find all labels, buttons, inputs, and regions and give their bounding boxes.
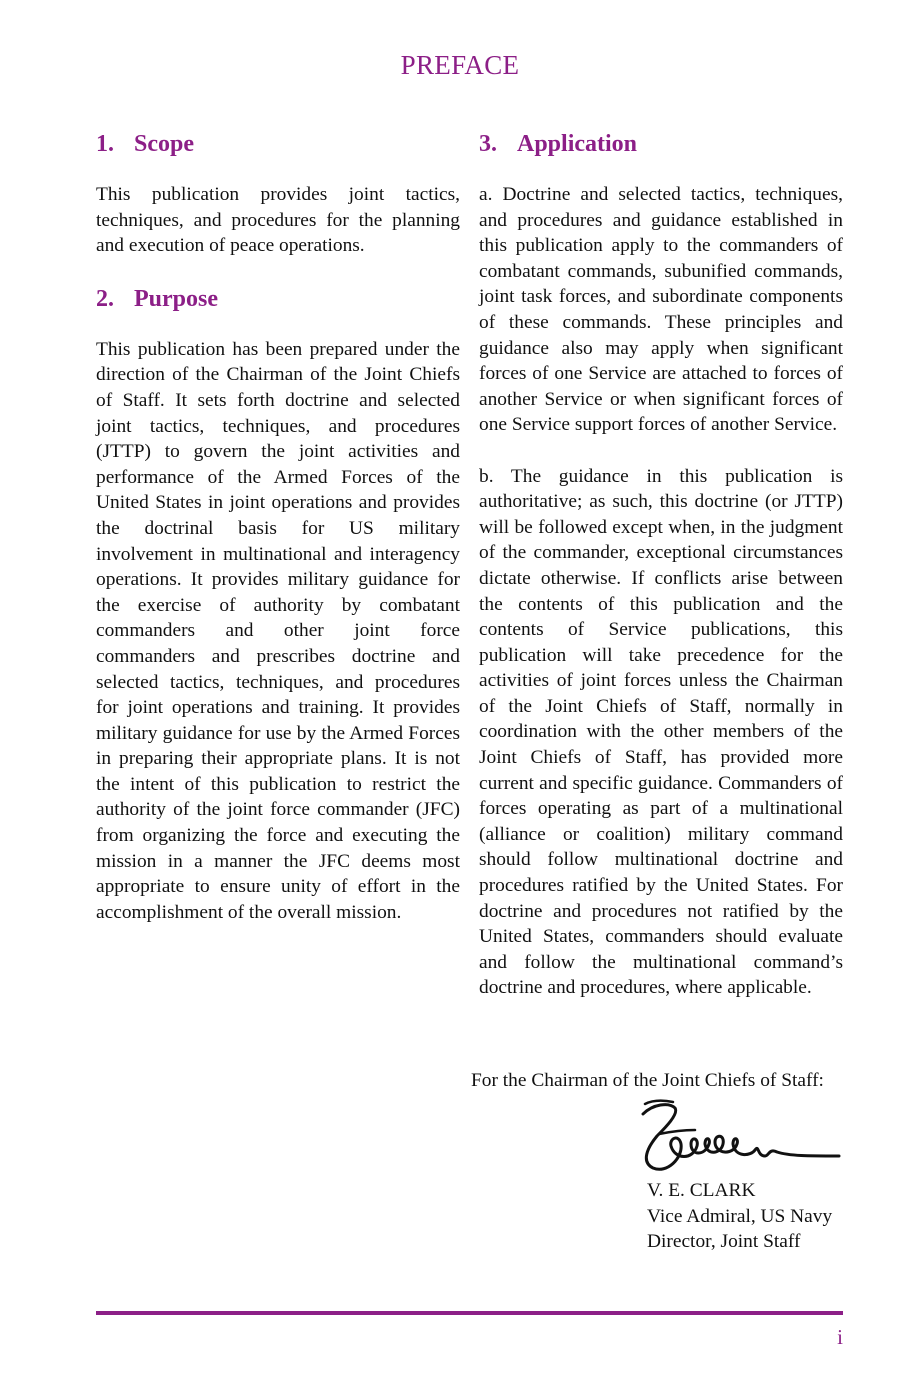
handwritten-signature [639, 1098, 844, 1178]
signature-block [471, 1068, 851, 1253]
left-column [96, 128, 460, 925]
footer-rule [96, 1311, 843, 1315]
purpose-text: This publication has been prepared under the direction of the Chairman of the Joint Chiefs of Staff. It sets forth doctrine and selected joint tactics, techniques, and procedures (JTTP) to govern the joint activities and performance of the Armed Forces of the United States in joint operations and provides the doctrinal basis for US military involvement in multinational and interagency operations. It provides military guidance for the exercise of authority by combatant commanders and other joint force commanders and prescribes doctrine and selected tactics, techniques, and procedures for joint operations and training. It provides military guidance for use by the Armed Forces in preparing their appropriate plans. It is not the intent of this publication to restrict the authority of the joint force commander (JFC) from organizing the force and executing the mission in a manner the JFC deems most appropriate to ensure unity of effort in the accomplishment of the overall mission. [96, 338, 460, 923]
application-number: 3. [479, 131, 497, 157]
scope-text: This publication provides joint tactics, techniques, and procedures for the planning and execution of peace operations. [96, 184, 460, 257]
page-number: i [837, 1325, 843, 1349]
right-column [479, 128, 843, 1001]
application-title: Application [517, 131, 638, 157]
purpose-title: Purpose [134, 285, 218, 312]
scope-heading [96, 128, 460, 160]
purpose-heading [96, 283, 460, 315]
signer-position: Director, Joint Staff [647, 1231, 801, 1253]
signature-intro: For the Chairman of the Joint Chiefs of Staff: [471, 1070, 824, 1091]
application-heading [479, 128, 843, 160]
signer [647, 1178, 832, 1255]
scope-number: 1. [96, 131, 114, 157]
signer-name: V. E. CLARK [647, 1180, 756, 1201]
purpose-number: 2. [96, 285, 114, 312]
page-title: PREFACE [400, 50, 520, 80]
signer-rank: Vice Admiral, US Navy [647, 1205, 833, 1227]
application-para-b: b. The guidance in this publication is authoritative; as such, this doctrine (or JTTP) will be followed except when, in the judgment of the commander, exceptional circumstances dictate otherwise. If conflicts arise between the contents of this publication and the contents of Service publications, this publication will take precedence for the activities of joint forces unless the Chairman of the Joint Chiefs of Staff, normally in coordination with the other members of the Joint Chiefs of Staff, has provided more current and specific guidance. Commanders of forces operating as part of a multinational (alliance or coalition) military command should follow multinational doctrine and procedures ratified by the United States. For doctrine and procedures not ratified by the United States, commanders should evaluate and follow the multinational command’s doctrine and procedures, where applicable. [479, 465, 843, 999]
scope-title: Scope [134, 131, 194, 157]
application-para-a: a. Doctrine and selected tactics, techniques, and procedures and guidance established in this publication apply to the commanders of combatant commands, subunified commands, joint task forces, and subordinate components of these commands. These principles and guidance also may apply when significant forces of one Service are attached to forces of another Service or when significant forces of one Service support forces of another Service. [479, 184, 843, 436]
